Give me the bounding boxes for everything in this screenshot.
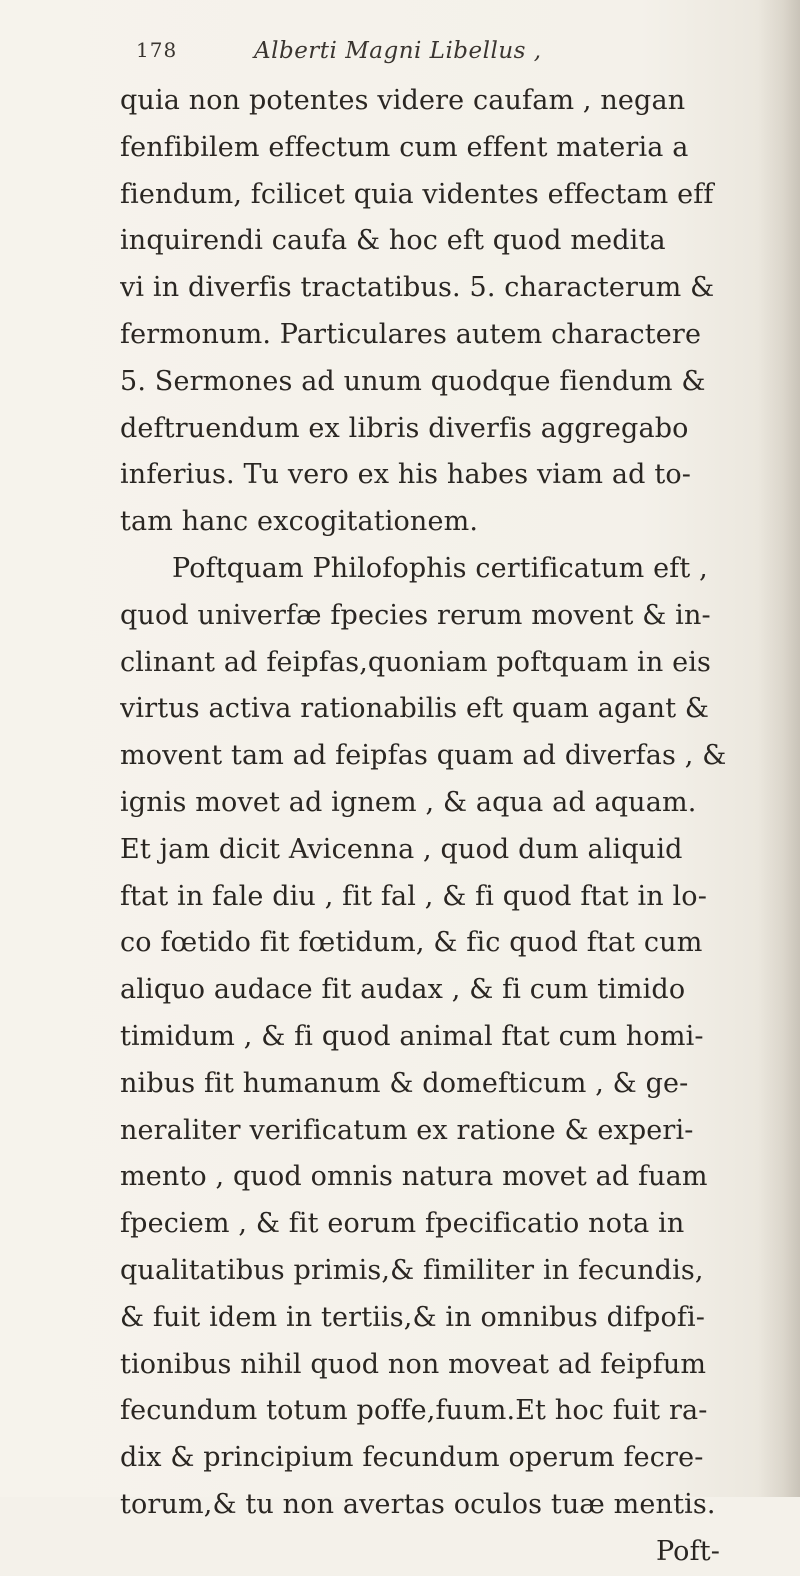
text-line: ignis movet ad ignem , & aqua ad aquam.	[120, 786, 697, 818]
text-line: co fœtido fit fœtidum, & fic quod ftat cum	[120, 927, 703, 959]
text-line: movent tam ad feipfas quam ad diverfas , &	[120, 740, 727, 772]
body-text	[120, 78, 790, 1576]
text-line: neraliter verificatum ex ratione & experi-	[120, 1114, 694, 1146]
text-line: quod univerfæ fpecies rerum movent & in-	[120, 599, 711, 631]
text-line: fecundum totum poffe,fuum.Et hoc fuit ra-	[120, 1395, 708, 1427]
text-line: fiendum, fcilicet quia videntes effectam eff	[120, 178, 714, 210]
text-line: inquirendi caufa & hoc eft quod medita	[120, 225, 666, 257]
text-line: qualitatibus primis,& fimiliter in fecundis,	[120, 1254, 704, 1286]
text-line: clinant ad feipfas,quoniam poftquam in eis	[120, 646, 712, 678]
text-line: virtus activa rationabilis eft quam agant &	[120, 693, 710, 725]
text-line: fenfibilem effectum cum effent materia a	[120, 131, 689, 163]
text-line: deftruendum ex libris diverfis aggregabo	[120, 412, 689, 444]
text-line: dix & principium fecundum operum fecre-	[120, 1442, 704, 1474]
text-line: aliquo audace fit audax , & fi cum timido	[120, 974, 686, 1006]
text-line: tam hanc excogitationem.	[120, 506, 479, 538]
text-line: timidum , & fi quod animal ftat cum homi-	[120, 1020, 704, 1052]
catchword: Poft-	[655, 1535, 720, 1567]
text-line: tionibus nihil quod non moveat ad feipfum	[120, 1348, 707, 1380]
text-line: quia non potentes videre caufam , negan	[120, 85, 686, 116]
running-head	[136, 30, 656, 70]
text-line: ftat in fale diu , fit fal , & fi quod ftat in lo-	[120, 880, 707, 912]
paragraph-start-line: Poftquam Philofophis certificatum eft ,	[172, 552, 708, 584]
text-line: mento , quod omnis natura movet ad fuam	[120, 1161, 708, 1193]
page-number: 178	[136, 38, 178, 62]
text-line: torum,& tu non avertas oculos tuæ mentis.	[120, 1488, 716, 1520]
text-line: & fuit idem in tertiis,& in omnibus difpofi-	[120, 1301, 706, 1333]
text-line: Et jam dicit Avicenna , quod dum aliquid	[120, 833, 683, 865]
text-line: nibus fit humanum & domefticum , & ge-	[120, 1067, 689, 1099]
running-title: Alberti Magni Libellus ,	[254, 38, 542, 64]
text-line: vi in diverfis tractatibus. 5. characterum &	[120, 272, 715, 304]
text-line: fermonum. Particulares autem charactere	[120, 318, 702, 350]
text-line: fpeciem , & fit eorum fpecificatio nota in	[120, 1208, 685, 1240]
text-line: inferius. Tu vero ex his habes viam ad to-	[120, 459, 692, 491]
text-line: 5. Sermones ad unum quodque fiendum &	[120, 365, 706, 397]
